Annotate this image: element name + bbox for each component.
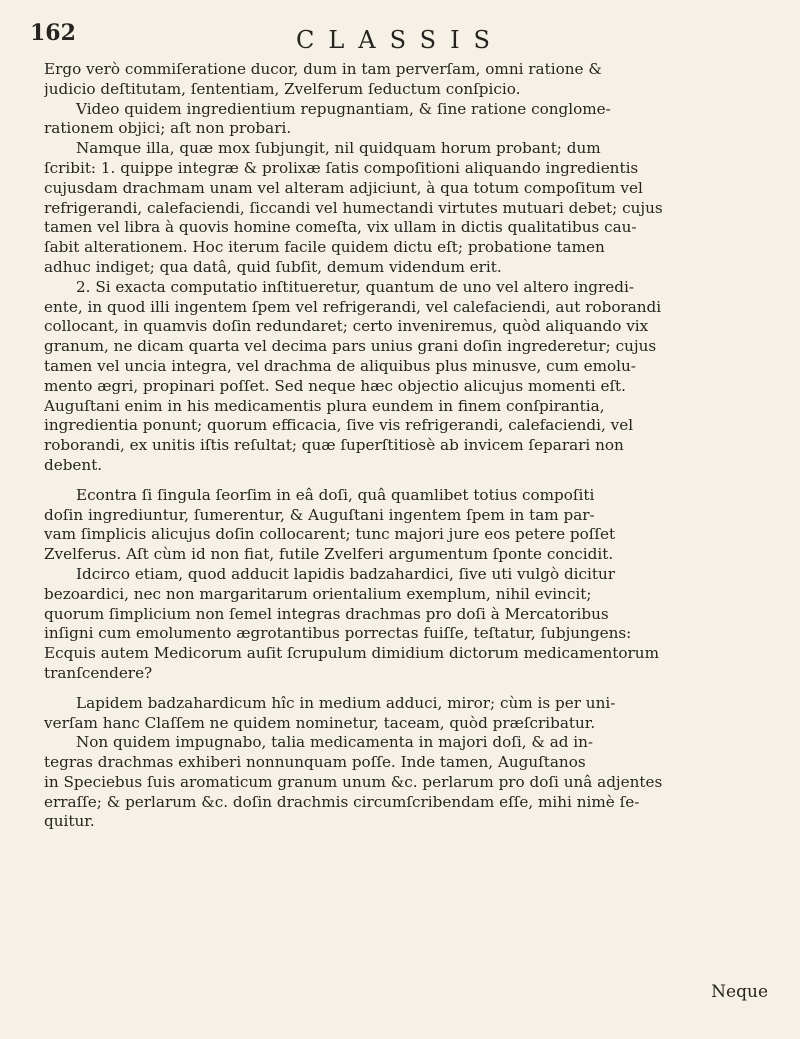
text-line: judicio deſtitutam, ſententiam, Zvelferum ſeductum conſpicio. — [44, 79, 521, 98]
paragraph-gap — [44, 476, 786, 486]
text-line: inſigni cum emolumento ægrotantibus porrectas fuiſſe, teſtatur, ſubjungens: — [44, 624, 632, 643]
text-line: ſabit alterationem. Hoc iterum facile quidem dictu eſt; probatione tamen — [44, 238, 605, 257]
text-line: granum, ne dicam quarta vel decima pars unius grani doſin ingrederetur; cujus — [44, 337, 657, 356]
text-line: ingredientia ponunt; quorum efficacia, ſive vis refrigerandi, calefaciendi, vel — [44, 416, 634, 435]
text-line: quitur. — [44, 812, 95, 831]
text-line: vam ſimplicis alicujus doſin collocarent; tunc majori jure eos petere poſſet — [44, 525, 616, 544]
paragraph-gap — [44, 684, 786, 694]
text-line: tranſcendere? — [44, 663, 153, 682]
text-line: Auguſtani enim in his medicamentis plura eundem in finem conſpirantia, — [44, 396, 605, 415]
text-line: doſin ingrediuntur, ſumerentur, & Auguſtani ingentem ſpem in tam par- — [44, 505, 595, 524]
page-number: 162 — [30, 20, 76, 46]
text-line: roborandi, ex unitis iſtis reſultat; quæ ſuperſtitiosè ab invicem ſeparari non — [44, 436, 624, 455]
text-line: debent. — [44, 455, 103, 474]
text-line: bezoardici, nec non margaritarum orientalium exemplum, nihil evincit; — [44, 584, 592, 603]
text-line: quorum ſimplicium non ſemel integras drachmas pro doſi à Mercatoribus — [44, 604, 609, 623]
text-line: cujusdam drachmam unam vel alteram adjiciunt, à qua totum compoſitum vel — [44, 178, 643, 197]
body-text — [44, 60, 786, 832]
text-line: verſam hanc Claſſem ne quidem nominetur, taceam, quòd præſcribatur. — [44, 713, 596, 732]
text-line: ſcribit: 1. quippe integræ & prolixæ ſatis compoſitioni aliquando ingredientis — [44, 158, 639, 177]
text-line: Ecquis autem Medicorum auſit ſcrupulum dimidium dictorum medicamentorum — [44, 644, 659, 663]
text-line: Zvelferus. Aſt cùm id non fiat, futile Zvelferi argumentum ſponte concidit. — [44, 545, 614, 564]
text-line: Econtra ſi ſingula ſeorſim in eâ doſi, quâ quamlibet totius compoſiti — [76, 485, 595, 504]
text-line: Ergo verò commiſeratione ducor, dum in tam perverſam, omni ratione & — [44, 60, 602, 78]
text-line: Namque illa, quæ mox ſubjungit, nil quidquam horum probant; dum — [76, 139, 601, 158]
text-line: Non quidem impugnabo, talia medicamenta in majori doſi, & ad in- — [76, 733, 594, 752]
text-line: refrigerandi, calefaciendi, ſiccandi vel humectandi virtutes mutuari debet; cujus — [44, 198, 663, 217]
text-line: Idcirco etiam, quod adducit lapidis badzahardici, ſive uti vulgò dicitur — [76, 564, 616, 583]
text-line: in Speciebus ſuis aromaticum granum unum &c. perlarum pro doſi unâ adjentes — [44, 772, 663, 791]
text-line: rationem objici; aſt non probari. — [44, 119, 292, 138]
text-line: tamen vel uncia integra, vel drachma de aliquibus plus minusve, cum emolu- — [44, 356, 636, 375]
text-line: tamen vel libra à quovis homine comeſta, vix ullam in dictis qualitatibus cau- — [44, 218, 637, 237]
text-line: mento ægri, propinari poſſet. Sed neque hæc objectio alicujus momenti eſt. — [44, 376, 626, 395]
text-line: Video quidem ingredientium repugnantiam, & ſine ratione conglome- — [76, 99, 611, 118]
text-line: collocant, in quamvis doſin redundaret; certo inveniremus, quòd aliquando vix — [44, 317, 649, 336]
text-line: Lapidem badzahardicum hîc in medium adduci, miror; cùm is per uni- — [76, 693, 616, 712]
text-line: tegras drachmas exhiberi nonnunquam poſſe. Inde tamen, Auguſtanos — [44, 753, 586, 772]
running-head: CLASSIS — [295, 26, 504, 54]
catchword: Neque — [711, 982, 768, 1002]
text-line: erraſſe; & perlarum &c. doſin drachmis circumſcribendam eſſe, mihi nimè ſe- — [44, 792, 640, 811]
text-line: 2. Si exacta computatio inſtitueretur, quantum de uno vel altero ingredi- — [76, 277, 634, 296]
text-line: ente, in quod illi ingentem ſpem vel refrigerandi, vel calefaciendi, aut roborandi — [44, 297, 662, 316]
text-line: adhuc indiget; qua datâ, quid ſubſit, demum videndum erit. — [44, 257, 502, 276]
